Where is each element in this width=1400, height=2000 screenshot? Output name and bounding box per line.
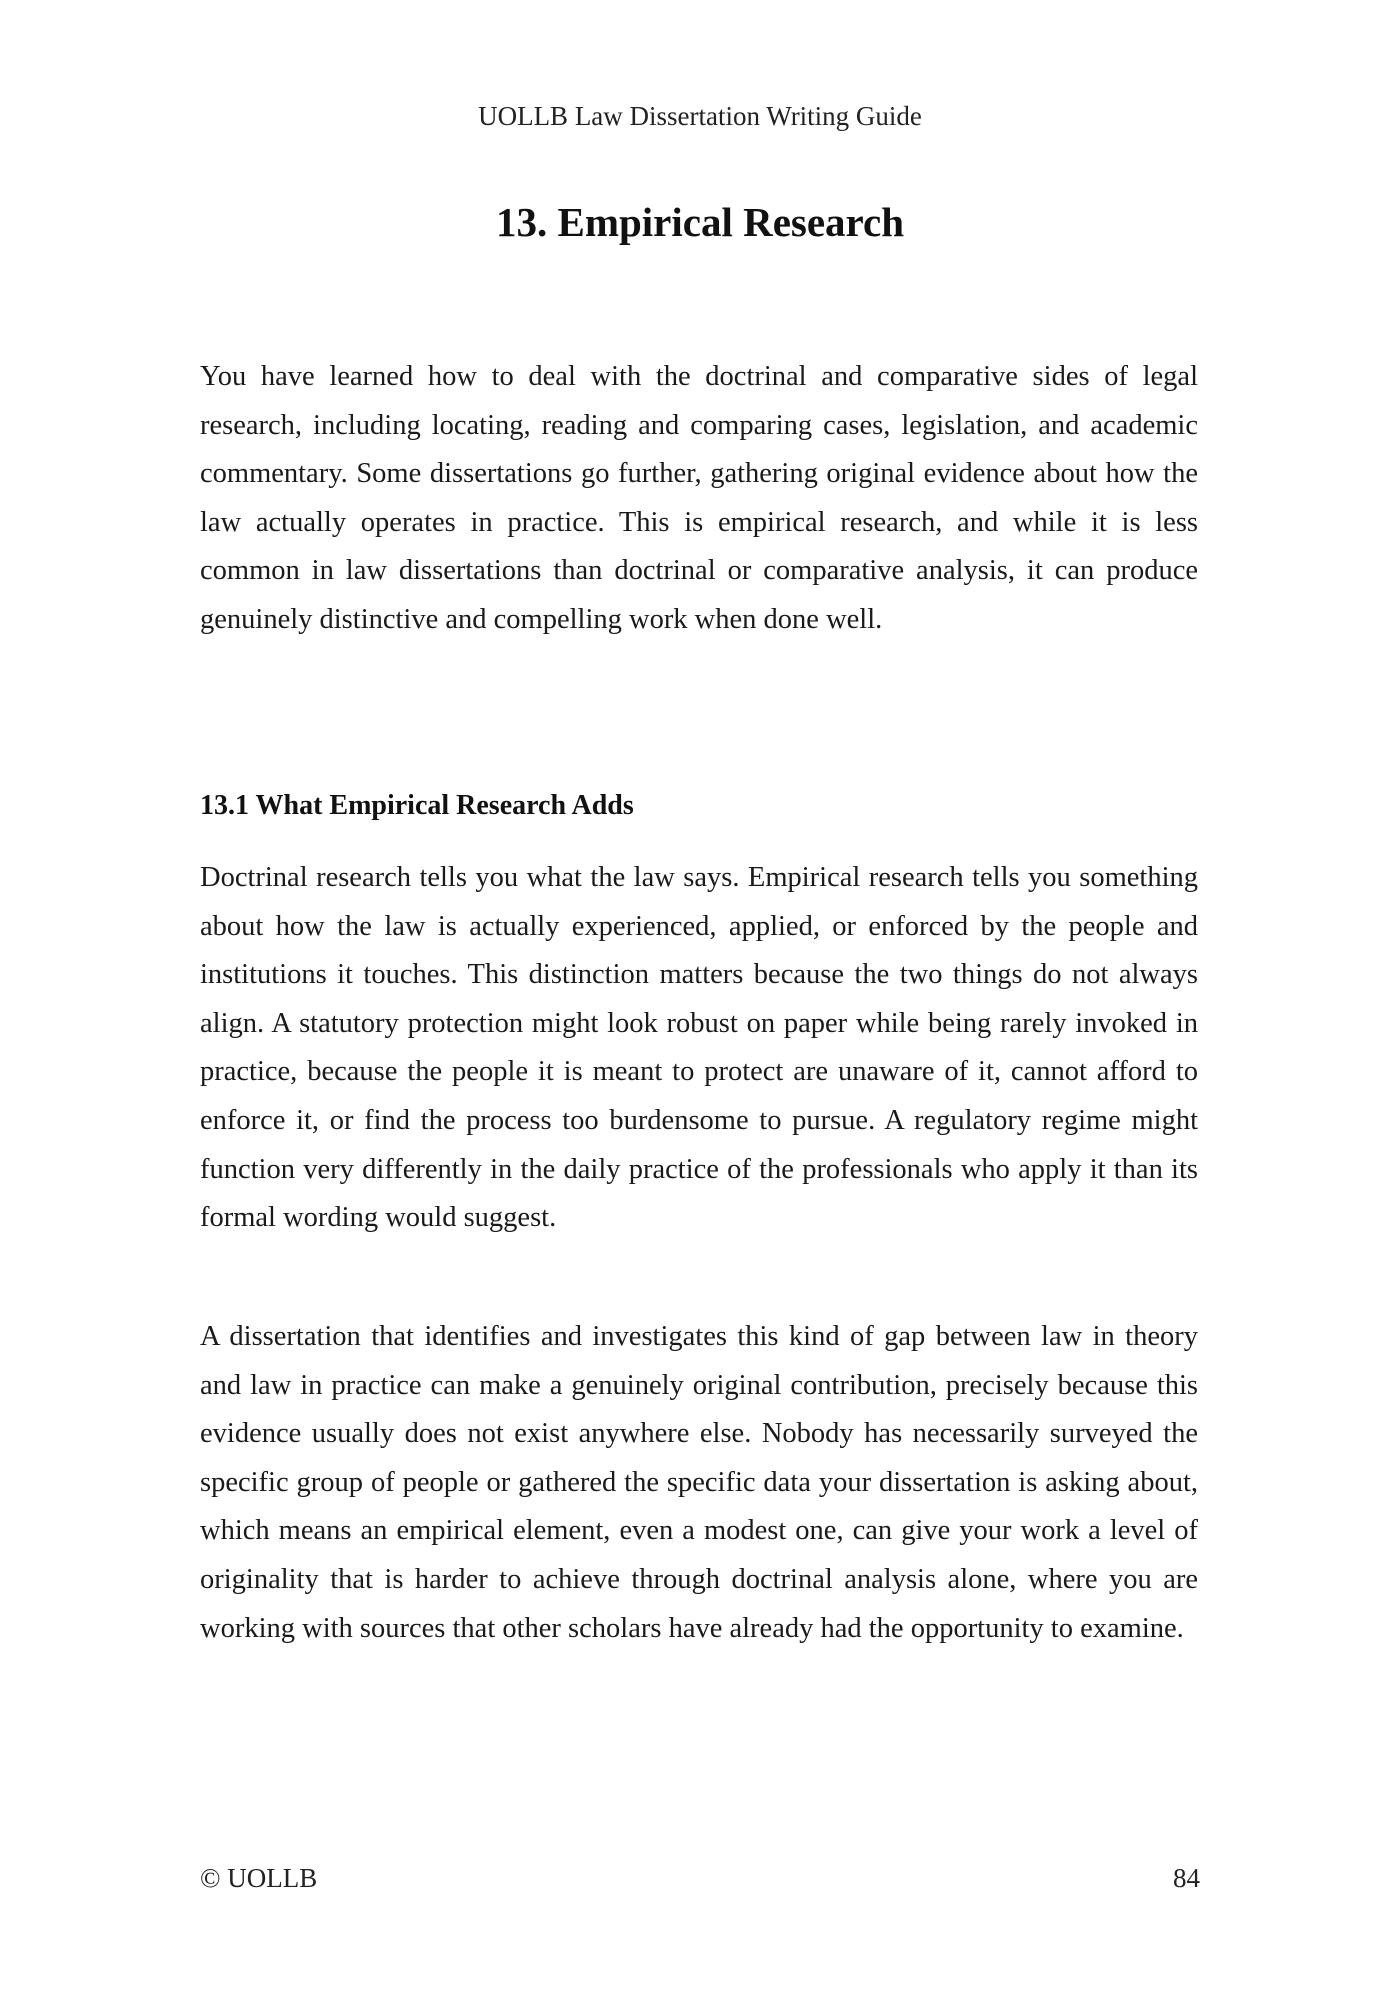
section-heading: 13.1 What Empirical Research Adds: [200, 790, 634, 821]
body-paragraph: A dissertation that identifies and investigates this kind of gap between law in theory and law in practice can make a genuinely original contribution, precisely because this evidence usually does not exist anywhere else. Nobody has necessarily surveyed the specific group of people or gathered the specific data your dissertation is asking about, which means an empirical element, even a modest one, can give your work a level of originality that is harder to achieve through doctrinal analysis alone, where you are working with sources that other scholars have already had the opportunity to examine.: [200, 1321, 1198, 1644]
intro-paragraph: You have learned how to deal with the doctrinal and comparative sides of legal research, including locating, reading and comparing cases, legislation, and academic commentary. Some dissertations go further, gathering original evidence about how the law actually operates in practice. This is empirical research, and while it is less common in law dissertations than doctrinal or comparative analysis, it can produce genuinely distinctive and compelling work when done well.: [200, 361, 1198, 635]
running-header: UOLLB Law Dissertation Writing Guide: [478, 101, 922, 131]
chapter-title: 13. Empirical Research: [495, 199, 905, 245]
page-number: 84: [1173, 1863, 1200, 1893]
copyright-notice: © UOLLB: [200, 1863, 318, 1893]
body-paragraph: Doctrinal research tells you what the law says. Empirical research tells you something about how the law is actually experienced, applied, or enforced by the people and institutions it touches. This distinction matters because the two things do not always align. A statutory protection might look robust on paper while being rarely invoked in practice, because the people it is meant to protect are unaware of it, cannot afford to enforce it, or find the process too burdensome to pursue. A regulatory regime might function very differently in the daily practice of the professionals who apply it than its formal wording would suggest.: [200, 862, 1198, 1234]
